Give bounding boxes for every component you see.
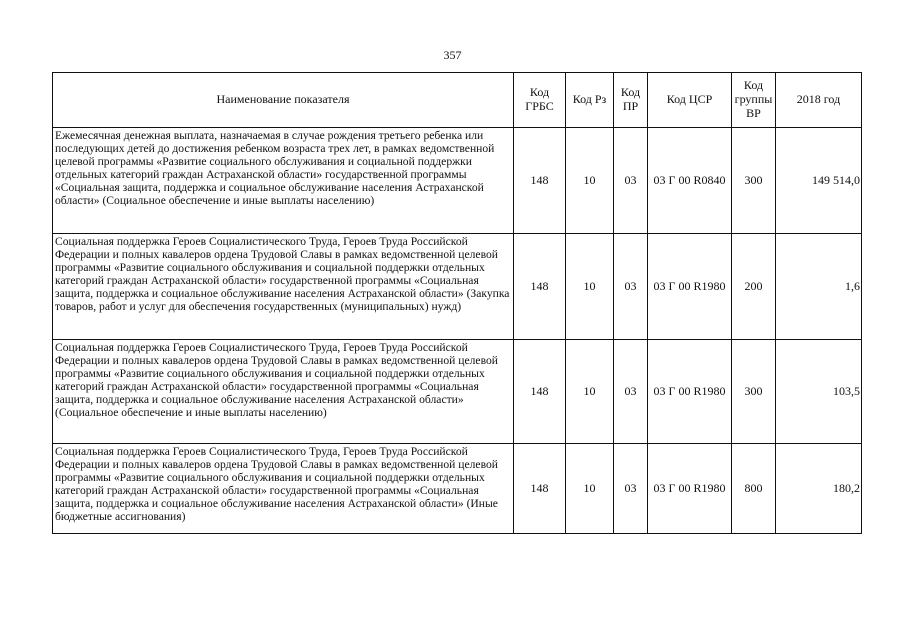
- cell-vr: 200: [732, 234, 776, 340]
- cell-vr: 300: [732, 340, 776, 444]
- cell-amount: 1,6: [776, 234, 862, 340]
- budget-table: [52, 72, 862, 534]
- cell-csr: 03 Г 00 R1980: [648, 340, 732, 444]
- cell-vr: 300: [732, 128, 776, 234]
- header-csr: Код ЦСР: [648, 73, 732, 128]
- header-year: 2018 год: [776, 73, 862, 128]
- header-vr: Код группы ВР: [732, 73, 776, 128]
- table-row: [53, 444, 862, 534]
- cell-csr: 03 Г 00 R1980: [648, 444, 732, 534]
- cell-name: Социальная поддержка Героев Социалистического Труда, Героев Труда Российской Федерации и полных кавалеров ордена Трудовой Славы в рамках ведомственной целевой программы «Развитие социального обслуживания и социальной поддержки отдельных категорий граждан Астраханской области» государственной программы «Социальная защита, поддержка и социальное обслуживание населения Астраханской области» (Закупка товаров, работ и услуг для обеспечения государственных (муниципальных) нужд): [53, 234, 514, 340]
- cell-amount: 180,2: [776, 444, 862, 534]
- cell-grbs: 148: [514, 234, 566, 340]
- cell-name: Социальная поддержка Героев Социалистического Труда, Героев Труда Российской Федерации и полных кавалеров ордена Трудовой Славы в рамках ведомственной целевой программы «Развитие социального обслуживания и социальной поддержки отдельных категорий граждан Астраханской области» государственной программы «Социальная защита, поддержка и социальное обслуживание населения Астраханской области» (Иные бюджетные ассигнования): [53, 444, 514, 534]
- cell-csr: 03 Г 00 R1980: [648, 234, 732, 340]
- cell-csr: 03 Г 00 R0840: [648, 128, 732, 234]
- cell-rz: 10: [566, 340, 614, 444]
- table-row: [53, 234, 862, 340]
- cell-rz: 10: [566, 444, 614, 534]
- header-pr: Код ПР: [614, 73, 648, 128]
- cell-name: Социальная поддержка Героев Социалистического Труда, Героев Труда Российской Федерации и полных кавалеров ордена Трудовой Славы в рамках ведомственной целевой программы «Развитие социального обслуживания и социальной поддержки отдельных категорий граждан Астраханской области» государственной программы «Социальная защита, поддержка и социальное обслуживание населения Астраханской области» (Социальное обеспечение и иные выплаты населению): [53, 340, 514, 444]
- header-name: Наименование показателя: [53, 73, 514, 128]
- cell-rz: 10: [566, 234, 614, 340]
- cell-rz: 10: [566, 128, 614, 234]
- cell-name: Ежемесячная денежная выплата, назначаемая в случае рождения третьего ребенка или последующих детей до достижения ребенком возраста трех лет, в рамках ведомственной целевой программы «Развитие социального обслуживания и социальной поддержки отдельных категорий граждан Астраханской области» государственной программы «Социальная защита, поддержка и социальное обслуживание населения Астраханской области» (Социальное обеспечение и иные выплаты населению): [53, 128, 514, 234]
- cell-pr: 03: [614, 128, 648, 234]
- cell-pr: 03: [614, 340, 648, 444]
- cell-pr: 03: [614, 234, 648, 340]
- cell-amount: 103,5: [776, 340, 862, 444]
- cell-grbs: 148: [514, 444, 566, 534]
- cell-vr: 800: [732, 444, 776, 534]
- header-rz: Код Рз: [566, 73, 614, 128]
- cell-amount: 149 514,0: [776, 128, 862, 234]
- table-row: [53, 340, 862, 444]
- cell-grbs: 148: [514, 340, 566, 444]
- cell-pr: 03: [614, 444, 648, 534]
- header-grbs: Код ГРБС: [514, 73, 566, 128]
- table-row: [53, 128, 862, 234]
- cell-grbs: 148: [514, 128, 566, 234]
- page-number: 357: [443, 48, 462, 62]
- table-header-row: [53, 73, 862, 128]
